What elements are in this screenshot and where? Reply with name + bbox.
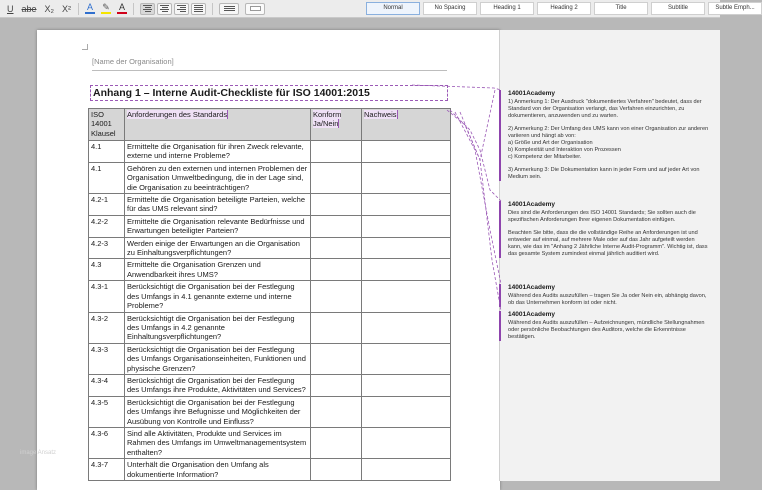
cell-evidence[interactable] xyxy=(362,374,451,396)
cell-conform[interactable] xyxy=(311,194,362,216)
cell-clause[interactable]: 4.3-6 xyxy=(89,427,125,458)
cell-requirement[interactable]: Berücksichtigt die Organisation bei der Festlegung des Umfangs ihre Befugnisse und Möglichkeiten der Ausübung von Kontrolle und Einfluss? xyxy=(125,396,311,427)
table-row xyxy=(89,215,451,237)
table-row xyxy=(89,396,451,427)
cell-evidence[interactable] xyxy=(362,259,451,281)
cell-conform[interactable] xyxy=(311,281,362,312)
justify-button[interactable] xyxy=(191,3,206,15)
cell-evidence[interactable] xyxy=(362,162,451,193)
cell-clause[interactable]: 4.3-4 xyxy=(89,374,125,396)
comment-paragraph: Dies sind die Anforderungen des ISO 14001 Standards; Sie sollten auch die spezifischen Anforderungen Ihrer eigenen Dokumentation einfügen. xyxy=(508,210,696,223)
cell-requirement[interactable]: Unterhält die Organisation den Umfang als dokumentierte Information? xyxy=(125,459,311,481)
cell-clause[interactable]: 4.2-1 xyxy=(89,194,125,216)
cell-conform[interactable] xyxy=(311,374,362,396)
cell-conform[interactable] xyxy=(311,141,362,163)
style-subtle-emphasis[interactable]: Subtle Emph... xyxy=(708,2,762,15)
page-title[interactable]: Anhang 1 – Interne Audit-Checkliste für ISO 14001:2015 xyxy=(90,85,448,101)
table-row xyxy=(89,281,451,312)
alignment-group xyxy=(140,3,206,15)
table-row xyxy=(89,312,451,343)
cell-evidence[interactable] xyxy=(362,215,451,237)
cell-conform[interactable] xyxy=(311,343,362,374)
font-color-icon: A xyxy=(119,2,126,12)
audit-checklist-table xyxy=(88,108,451,481)
cell-clause[interactable]: 4.1 xyxy=(89,141,125,163)
cell-evidence[interactable] xyxy=(362,281,451,312)
comment-anchor: Nachweis xyxy=(364,110,397,119)
document-page[interactable] xyxy=(37,30,500,490)
cell-clause[interactable]: 4.3-2 xyxy=(89,312,125,343)
toolbar-divider xyxy=(133,3,134,15)
table-row xyxy=(89,374,451,396)
cell-clause[interactable]: 4.3-7 xyxy=(89,459,125,481)
comment-author: 14001Academy xyxy=(508,284,555,291)
cell-requirement[interactable]: Sind alle Aktivitäten, Produkte und Services im Rahmen des Umfangs im Umweltmanagementsystem enthalten? xyxy=(125,427,311,458)
toolbar-divider xyxy=(212,3,213,15)
styles-gallery xyxy=(366,2,762,15)
cell-conform[interactable] xyxy=(311,396,362,427)
highlighter-icon: ✎ xyxy=(102,2,110,12)
cell-evidence[interactable] xyxy=(362,396,451,427)
cell-requirement[interactable]: Berücksichtigt die Organisation bei der Festlegung des Umfangs ihre Produkte, Aktivitäten und Services? xyxy=(125,374,311,396)
style-heading-2[interactable]: Heading 2 xyxy=(537,2,591,15)
comment-paragraph: Während des Audits auszufüllen – tragen Sie Ja oder Nein ein, abhängig davon, ob das Unternehmen konform ist oder nicht. xyxy=(508,293,707,306)
cell-requirement[interactable]: Gehören zu den externen und internen Problemen der Organisation Umweltbedingung, die in der Lage sind, die Organisation zu beeinträchtigen? xyxy=(125,162,311,193)
table-header-row xyxy=(89,109,451,141)
cell-clause[interactable]: 4.2-2 xyxy=(89,215,125,237)
comment-author: 14001Academy xyxy=(508,90,555,97)
comment-anchor: Konform Ja/Nein xyxy=(313,110,342,129)
cell-conform[interactable] xyxy=(311,312,362,343)
underline-button[interactable]: U xyxy=(7,3,14,14)
font-color-button[interactable] xyxy=(117,3,127,14)
table-row xyxy=(89,194,451,216)
column-header-clause[interactable]: ISO 14001 Klausel xyxy=(89,109,125,141)
cell-conform[interactable] xyxy=(311,459,362,481)
cell-conform[interactable] xyxy=(311,162,362,193)
font-color-swatch xyxy=(117,12,127,14)
text-effects-button[interactable] xyxy=(85,3,95,14)
audit-table-body xyxy=(89,141,451,481)
column-header-requirement[interactable] xyxy=(125,109,311,141)
text-effects-swatch xyxy=(85,12,95,14)
cell-evidence[interactable] xyxy=(362,427,451,458)
table-row xyxy=(89,427,451,458)
cell-requirement[interactable]: Werden einige der Erwartungen an die Organisation zu Einhaltungsverpflichtungen? xyxy=(125,237,311,259)
table-row xyxy=(89,259,451,281)
table-row xyxy=(89,162,451,193)
cell-clause[interactable]: 4.3-3 xyxy=(89,343,125,374)
align-center-button[interactable] xyxy=(157,3,172,15)
cell-evidence[interactable] xyxy=(362,194,451,216)
cell-conform[interactable] xyxy=(311,259,362,281)
cell-requirement[interactable]: Ermittelte die Organisation beteiligte Parteien, welche für das UMS relevant sind? xyxy=(125,194,311,216)
table-row xyxy=(89,459,451,481)
watermark-text: image Ansatz xyxy=(20,450,57,456)
style-normal[interactable]: Normal xyxy=(366,2,420,15)
column-header-conform[interactable] xyxy=(311,109,362,141)
cell-requirement[interactable]: Berücksichtigt die Organisation bei der Festlegung des Umfangs Organisationseinheiten, Funktionen und physische Grenzen? xyxy=(125,343,311,374)
subscript-button[interactable]: X₂ xyxy=(44,3,55,14)
comment-paragraph: 1) Anmerkung 1: Der Ausdruck "dokumentiertes Verfahren" bedeutet, dass der Standard von der Organisation verlangt, das Verfahren einzurichten, zu dokumentieren, anzuwenden und zu warten. xyxy=(508,99,702,119)
comment-bubble[interactable] xyxy=(499,90,709,181)
comment-author: 14001Academy xyxy=(508,201,555,208)
text-effects-icon: A xyxy=(87,2,94,12)
style-no-spacing[interactable]: No Spacing xyxy=(423,2,477,15)
comment-text xyxy=(508,99,709,181)
shading-button[interactable] xyxy=(245,3,265,15)
cell-conform[interactable] xyxy=(311,427,362,458)
style-subtitle[interactable]: Subtitle xyxy=(651,2,705,15)
table-row xyxy=(89,237,451,259)
cell-requirement[interactable]: Berücksichtigt die Organisation bei der Festlegung des Umfangs in 4.1 genannte externe und interne Probleme? xyxy=(125,281,311,312)
table-row xyxy=(89,141,451,163)
cell-evidence[interactable] xyxy=(362,459,451,481)
comment-text xyxy=(508,320,709,341)
style-title[interactable]: Title xyxy=(594,2,648,15)
organisation-placeholder[interactable]: [Name der Organisation] xyxy=(92,57,447,71)
cell-evidence[interactable] xyxy=(362,312,451,343)
highlight-button[interactable] xyxy=(101,3,111,14)
cell-clause[interactable]: 4.2-3 xyxy=(89,237,125,259)
comment-paragraph: 2) Anmerkung 2: Der Umfang des UMS kann von einer Organisation zur anderen variieren und hängt ab von: a) Größe und Art der Organisation b) Komplexität und Interaktion von Prozessen c) Kompetenz der Mitarbeiter. xyxy=(508,126,709,160)
comment-paragraph: Während des Audits auszufüllen – Aufzeichnungen, mündliche Stellungnahmen oder persönliche Beobachtungen des Auditors, welche die Erkenntnisse bestätigen. xyxy=(508,320,705,340)
cell-evidence[interactable] xyxy=(362,237,451,259)
cell-requirement[interactable]: Berücksichtigt die Organisation bei der Festlegung des Umfangs in 4.2 genannte Einhaltungsverpflichtungen? xyxy=(125,312,311,343)
comment-bubble[interactable] xyxy=(499,311,709,341)
style-heading-1[interactable]: Heading 1 xyxy=(480,2,534,15)
cell-requirement[interactable]: Ermittelte die Organisation relevante Bedürfnisse und Erwartungen beteiligter Parteien? xyxy=(125,215,311,237)
comment-paragraph: Beachten Sie bitte, dass die die vollständige Reihe an Anforderungen ist und entweder auf einmal, auf mehrere Male oder auf das Jahr aufgeteilt werden kann, wie das im "Anhang 2 Jährliche Interne Audit-Programm". Wichtig ist, dass das gesamte System zumindest einmal jährlich auditiert wird. xyxy=(508,230,708,257)
align-left-button[interactable] xyxy=(140,3,155,15)
comment-bubble[interactable] xyxy=(499,284,709,307)
comment-author: 14001Academy xyxy=(508,311,555,318)
superscript-button[interactable]: X² xyxy=(62,3,72,14)
cell-requirement[interactable]: Ermittelte die Organisation für ihren Zweck relevante, externe und interne Probleme? xyxy=(125,141,311,163)
strikethrough-button[interactable]: abe xyxy=(21,3,37,14)
cell-evidence[interactable] xyxy=(362,141,451,163)
comment-anchor: Anforderungen des Standards xyxy=(127,110,228,119)
cell-clause[interactable]: 4.3 xyxy=(89,259,125,281)
cell-evidence[interactable] xyxy=(362,343,451,374)
table-row xyxy=(89,343,451,374)
margin-corner-mark xyxy=(82,44,88,50)
comment-paragraph: 3) Anmerkung 3: Die Dokumentation kann in jeder Form und auf jeder Art von Medium sein. xyxy=(508,167,700,180)
ribbon-toolbar xyxy=(0,0,755,18)
line-spacing-button[interactable] xyxy=(219,3,239,15)
cell-conform[interactable] xyxy=(311,215,362,237)
cell-clause[interactable]: 4.3-1 xyxy=(89,281,125,312)
cell-conform[interactable] xyxy=(311,237,362,259)
cell-requirement[interactable]: Ermittelte die Organisation Grenzen und Anwendbarkeit ihres UMS? xyxy=(125,259,311,281)
highlight-swatch xyxy=(101,12,111,14)
cell-clause[interactable]: 4.1 xyxy=(89,162,125,193)
comment-text xyxy=(508,293,709,307)
column-header-evidence[interactable] xyxy=(362,109,451,141)
cell-clause[interactable]: 4.3-5 xyxy=(89,396,125,427)
comment-bubble[interactable] xyxy=(499,201,709,258)
comment-text xyxy=(508,210,709,258)
toolbar-divider xyxy=(78,3,79,15)
align-right-button[interactable] xyxy=(174,3,189,15)
